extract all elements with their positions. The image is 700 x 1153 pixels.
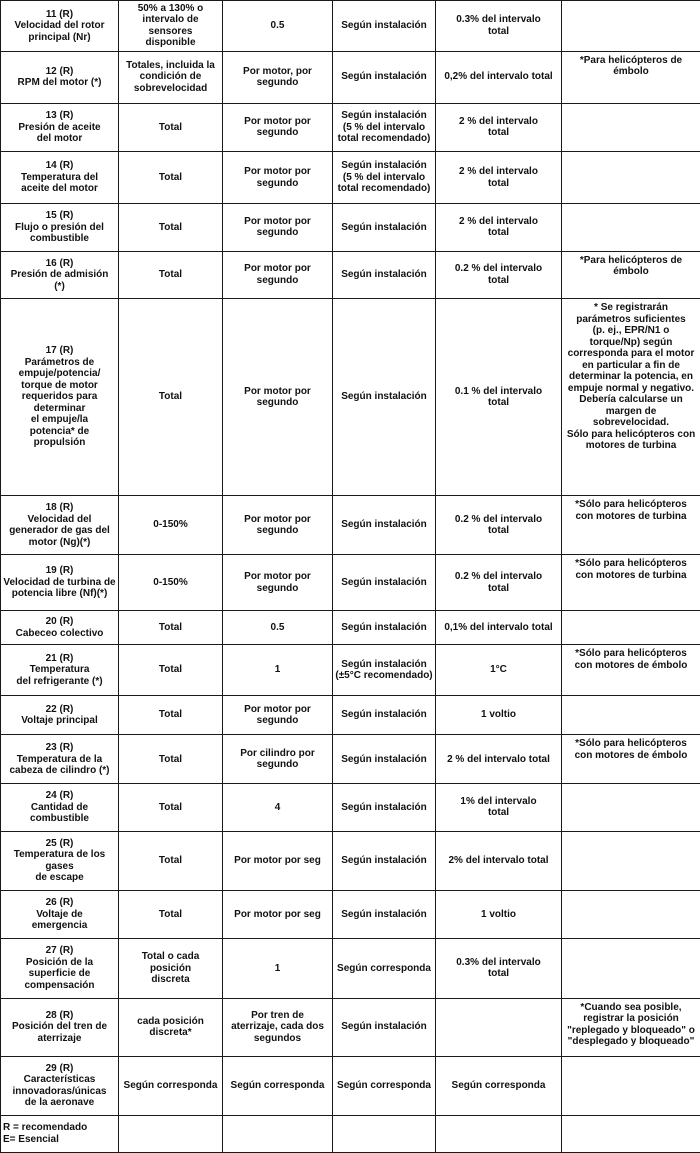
cell-notes bbox=[562, 611, 700, 645]
cell-accuracy: Según instalación (±5°C recomendado) bbox=[333, 645, 436, 696]
cell-param: 25 (R) Temperatura de los gases de escape bbox=[1, 831, 119, 890]
cell-interval: Por motor por segundo bbox=[223, 251, 333, 299]
cell-param: 21 (R) Temperatura del refrigerante (*) bbox=[1, 645, 119, 696]
cell-notes bbox=[562, 152, 700, 204]
cell-notes: *Sólo para helicópteros con motores de turbina bbox=[562, 555, 700, 611]
table-row bbox=[1, 735, 700, 784]
cell-accuracy: Según instalación bbox=[333, 299, 436, 496]
table-row bbox=[1, 496, 700, 555]
table-row bbox=[1, 251, 700, 299]
cell-range: Según corresponda bbox=[119, 1056, 223, 1115]
cell-range: Total bbox=[119, 890, 223, 939]
cell-notes: *Para helicópteros de émbolo bbox=[562, 251, 700, 299]
cell-notes bbox=[562, 204, 700, 252]
cell-accuracy: Según instalación bbox=[333, 51, 436, 103]
cell-interval: Por motor por segundo bbox=[223, 696, 333, 735]
cell-param: 24 (R) Cantidad de combustible bbox=[1, 784, 119, 832]
cell-range: 0-150% bbox=[119, 496, 223, 555]
cell-range: cada posición discreta* bbox=[119, 998, 223, 1056]
cell-param: 26 (R) Voltaje de emergencia bbox=[1, 890, 119, 939]
cell-interval: 1 bbox=[223, 645, 333, 696]
cell-param: 29 (R) Características innovadoras/únicas de la aeronave bbox=[1, 1056, 119, 1115]
cell-interval: Por motor por segundo bbox=[223, 299, 333, 496]
table-row bbox=[1, 103, 700, 152]
cell-resolution: 1 voltio bbox=[436, 890, 562, 939]
cell-accuracy: Según instalación bbox=[333, 696, 436, 735]
cell-param: 22 (R) Voltaje principal bbox=[1, 696, 119, 735]
cell-notes bbox=[562, 890, 700, 939]
cell-resolution: 2 % del intervalo total bbox=[436, 204, 562, 252]
cell-range: Total bbox=[119, 831, 223, 890]
cell-range: Total bbox=[119, 204, 223, 252]
cell-resolution: 0.3% del intervalo total bbox=[436, 1, 562, 52]
cell-range: Total o cada posición discreta bbox=[119, 939, 223, 998]
cell-interval: Por motor por segundo bbox=[223, 555, 333, 611]
cell-range: Total bbox=[119, 611, 223, 645]
cell-param: 15 (R) Flujo o presión del combustible bbox=[1, 204, 119, 252]
cell-range: Total bbox=[119, 645, 223, 696]
cell-resolution: 0,2% del intervalo total bbox=[436, 51, 562, 103]
cell-range: Total bbox=[119, 103, 223, 152]
table-body bbox=[1, 1, 700, 1153]
cell-resolution: 2% del intervalo total bbox=[436, 831, 562, 890]
empty-cell bbox=[562, 1115, 700, 1152]
cell-interval: Por motor por segundo bbox=[223, 103, 333, 152]
cell-resolution: 2 % del intervalo total bbox=[436, 735, 562, 784]
cell-range: Total bbox=[119, 152, 223, 204]
cell-interval: Según corresponda bbox=[223, 1056, 333, 1115]
legend-cell bbox=[1, 1115, 119, 1152]
table-row bbox=[1, 611, 700, 645]
cell-interval: Por motor por seg bbox=[223, 831, 333, 890]
cell-accuracy: Según instalación bbox=[333, 998, 436, 1056]
cell-accuracy: Según instalación bbox=[333, 555, 436, 611]
cell-param: 14 (R) Temperatura del aceite del motor bbox=[1, 152, 119, 204]
table-row bbox=[1, 696, 700, 735]
empty-cell bbox=[436, 1115, 562, 1152]
cell-interval: Por cilindro por segundo bbox=[223, 735, 333, 784]
cell-resolution: 0.2 % del intervalo total bbox=[436, 251, 562, 299]
cell-interval: Por motor por segundo bbox=[223, 204, 333, 252]
table-row bbox=[1, 784, 700, 832]
cell-resolution: 0,1% del intervalo total bbox=[436, 611, 562, 645]
cell-notes bbox=[562, 784, 700, 832]
table-row bbox=[1, 939, 700, 998]
cell-param: 11 (R) Velocidad del rotor principal (Nr) bbox=[1, 1, 119, 52]
cell-accuracy: Según corresponda bbox=[333, 1056, 436, 1115]
cell-notes bbox=[562, 103, 700, 152]
cell-notes bbox=[562, 696, 700, 735]
cell-accuracy: Según instalación bbox=[333, 890, 436, 939]
cell-param: 12 (R) RPM del motor (*) bbox=[1, 51, 119, 103]
cell-param: 13 (R) Presión de aceite del motor bbox=[1, 103, 119, 152]
table-row bbox=[1, 1, 700, 52]
cell-interval: 4 bbox=[223, 784, 333, 832]
cell-accuracy: Según instalación (5 % del intervalo total recomendado) bbox=[333, 103, 436, 152]
cell-resolution: 2 % del intervalo total bbox=[436, 152, 562, 204]
cell-range: Total bbox=[119, 735, 223, 784]
cell-param: 17 (R) Parámetros de empuje/potencia/ torque de motor requeridos para determinar el empuje/la potencia* de propulsión bbox=[1, 299, 119, 496]
cell-resolution bbox=[436, 998, 562, 1056]
cell-notes: *Sólo para helicópteros con motores de émbolo bbox=[562, 735, 700, 784]
cell-accuracy: Según instalación bbox=[333, 831, 436, 890]
cell-accuracy: Según instalación bbox=[333, 251, 436, 299]
cell-resolution: 2 % del intervalo total bbox=[436, 103, 562, 152]
cell-param: 28 (R) Posición del tren de aterrizaje bbox=[1, 998, 119, 1056]
cell-notes: *Cuando sea posible, registrar la posición "replegado y bloqueado" o "desplegado y bloqueado" bbox=[562, 998, 700, 1056]
cell-accuracy: Según corresponda bbox=[333, 939, 436, 998]
cell-param: 27 (R) Posición de la superficie de compensación bbox=[1, 939, 119, 998]
cell-range: 50% a 130% o intervalo de sensores disponible bbox=[119, 1, 223, 52]
cell-interval: Por motor por seg bbox=[223, 890, 333, 939]
legend-row bbox=[1, 1115, 700, 1152]
table-row bbox=[1, 1056, 700, 1115]
table-row bbox=[1, 204, 700, 252]
cell-notes: *Sólo para helicópteros con motores de turbina bbox=[562, 496, 700, 555]
cell-range: Total bbox=[119, 784, 223, 832]
cell-param: 16 (R) Presión de admisión (*) bbox=[1, 251, 119, 299]
cell-range: Total bbox=[119, 299, 223, 496]
cell-interval: 1 bbox=[223, 939, 333, 998]
cell-accuracy: Según instalación bbox=[333, 784, 436, 832]
cell-param: 19 (R) Velocidad de turbina de potencia libre (Nf)(*) bbox=[1, 555, 119, 611]
cell-range: Total bbox=[119, 696, 223, 735]
empty-cell bbox=[223, 1115, 333, 1152]
cell-notes: *Para helicópteros de émbolo bbox=[562, 51, 700, 103]
cell-param: 18 (R) Velocidad del generador de gas del motor (Ng)(*) bbox=[1, 496, 119, 555]
cell-notes bbox=[562, 939, 700, 998]
cell-accuracy: Según instalación bbox=[333, 611, 436, 645]
table-row bbox=[1, 299, 700, 496]
cell-interval: 0.5 bbox=[223, 611, 333, 645]
legend-essential: E= Esencial bbox=[3, 1133, 59, 1145]
cell-resolution: Según corresponda bbox=[436, 1056, 562, 1115]
cell-resolution: 0.3% del intervalo total bbox=[436, 939, 562, 998]
cell-range: Totales, incluida la condición de sobrevelocidad bbox=[119, 51, 223, 103]
table-row bbox=[1, 998, 700, 1056]
empty-cell bbox=[333, 1115, 436, 1152]
cell-interval: Por motor por segundo bbox=[223, 496, 333, 555]
table-row bbox=[1, 645, 700, 696]
table-row bbox=[1, 831, 700, 890]
cell-accuracy: Según instalación bbox=[333, 735, 436, 784]
table-row bbox=[1, 555, 700, 611]
cell-notes bbox=[562, 1056, 700, 1115]
cell-resolution: 1°C bbox=[436, 645, 562, 696]
cell-accuracy: Según instalación bbox=[333, 496, 436, 555]
cell-interval: Por motor, por segundo bbox=[223, 51, 333, 103]
cell-notes bbox=[562, 831, 700, 890]
legend-recommended: R = recomendado bbox=[3, 1122, 88, 1134]
table-row bbox=[1, 152, 700, 204]
cell-param: 20 (R) Cabeceo colectivo bbox=[1, 611, 119, 645]
cell-accuracy: Según instalación (5 % del intervalo total recomendado) bbox=[333, 152, 436, 204]
cell-resolution: 1% del intervalo total bbox=[436, 784, 562, 832]
cell-accuracy: Según instalación bbox=[333, 1, 436, 52]
cell-range: Total bbox=[119, 251, 223, 299]
cell-resolution: 0.1 % del intervalo total bbox=[436, 299, 562, 496]
table-row bbox=[1, 890, 700, 939]
table-row bbox=[1, 51, 700, 103]
cell-interval: Por tren de aterrizaje, cada dos segundos bbox=[223, 998, 333, 1056]
cell-param: 23 (R) Temperatura de la cabeza de cilindro (*) bbox=[1, 735, 119, 784]
cell-resolution: 0.2 % del intervalo total bbox=[436, 496, 562, 555]
cell-interval: Por motor por segundo bbox=[223, 152, 333, 204]
cell-notes: *Sólo para helicópteros con motores de émbolo bbox=[562, 645, 700, 696]
cell-interval: 0.5 bbox=[223, 1, 333, 52]
cell-resolution: 0.2 % del intervalo total bbox=[436, 555, 562, 611]
cell-accuracy: Según instalación bbox=[333, 204, 436, 252]
cell-notes bbox=[562, 1, 700, 52]
cell-resolution: 1 voltio bbox=[436, 696, 562, 735]
cell-range: 0-150% bbox=[119, 555, 223, 611]
empty-cell bbox=[119, 1115, 223, 1152]
cell-notes: * Se registrarán parámetros suficientes (p. ej., EPR/N1 o torque/Np) según corresponda para el motor en particular a fin de determinar la potencia, en empuje normal y negativo. Debería calcularse un margen de sobrevelocidad. Sólo para helicópteros con motores de turbina bbox=[562, 299, 700, 496]
